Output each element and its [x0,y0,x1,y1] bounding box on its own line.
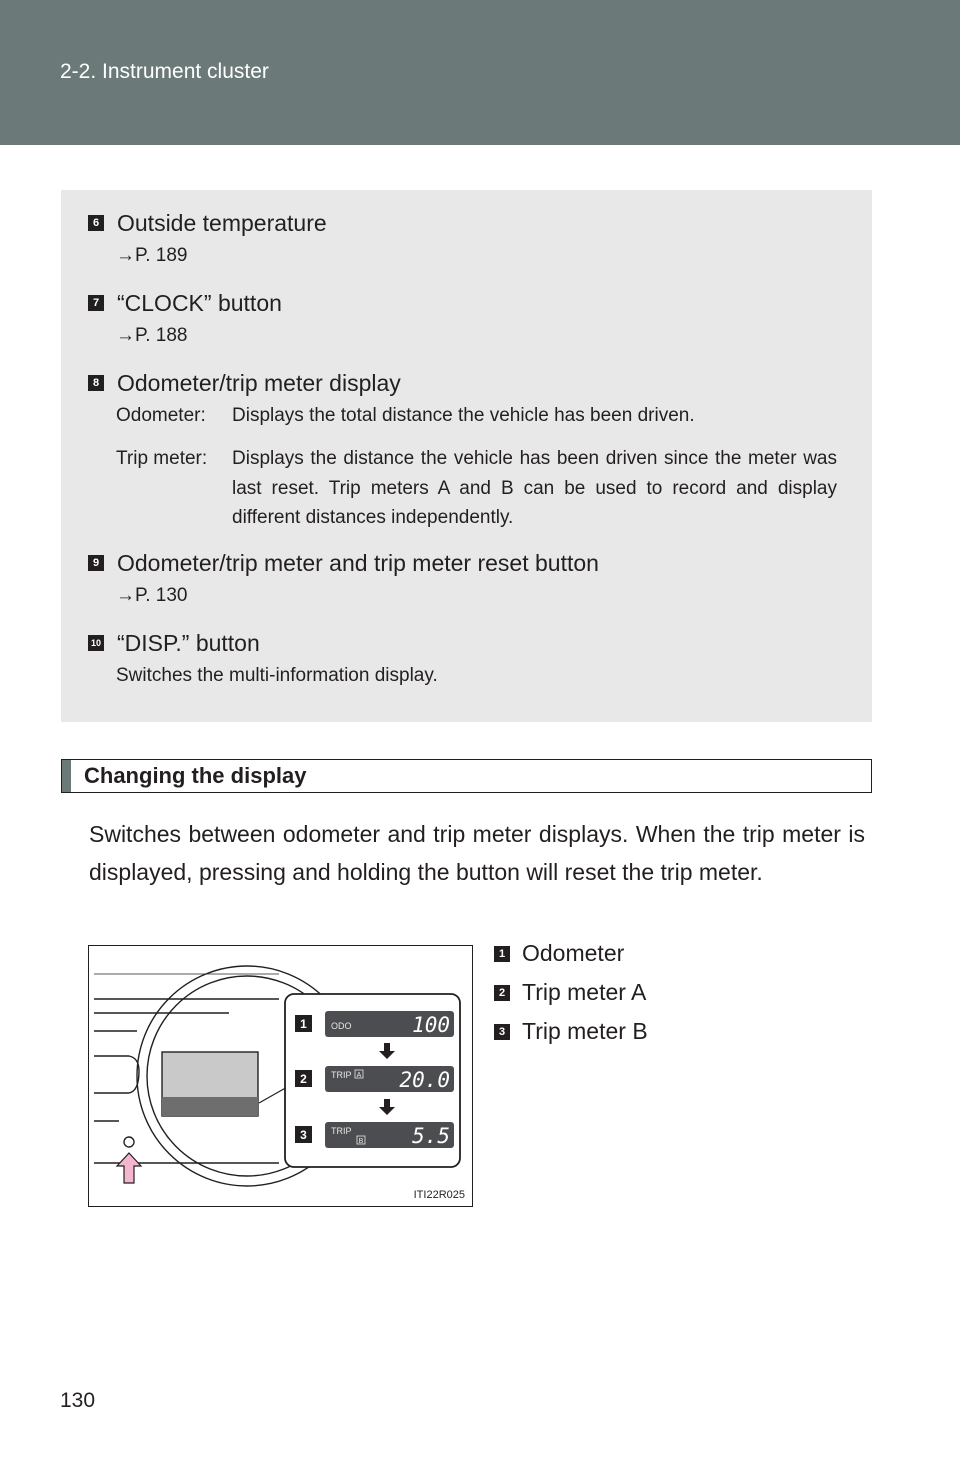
item-title: “CLOCK” button [117,290,282,316]
page-number: 130 [60,1389,96,1412]
item-number: 7 [88,295,104,311]
instrument-cluster-figure [88,945,473,1207]
definition-term: Trip meter: [116,448,208,469]
display-label: ODO [331,1021,352,1031]
display-badge: A [356,1072,362,1079]
item-title: Odometer/trip meter display [117,370,401,396]
item-title: Outside temperature [117,210,327,236]
items-box [61,190,872,722]
heading-text: Changing the display [84,763,307,788]
definition-text: Displays the distance the vehicle has been driven since the meter was last reset. Trip meters A and B can be used to record and display different distances independently. [232,448,837,528]
page-reference: →P. 188 [116,325,188,346]
legend-label: Trip meter A [522,979,647,1005]
definition-text: Displays the total distance the vehicle has been driven. [232,405,695,426]
item-description: Switches the multi-information display. [116,665,438,686]
legend-number: 3 [494,1024,510,1040]
item-title: Odometer/trip meter and trip meter reset button [117,550,599,576]
figure-code: ITI22R025 [413,1189,465,1201]
item-number: 9 [88,555,104,571]
item-title: “DISP.” button [117,630,260,656]
legend-number: 1 [494,946,510,962]
page-reference: →P. 189 [116,245,188,266]
display-badge: B [358,1138,364,1145]
item-number: 6 [88,215,104,231]
reset-button-knob [124,1137,134,1147]
cluster-illustration [89,946,473,1207]
display-number: 3 [300,1128,307,1142]
page-reference: →P. 130 [116,585,188,606]
heading-stripe [62,760,71,792]
body-paragraph: Switches between odometer and trip meter displays. When the trip meter is displayed, pressing and holding the button will reset the trip meter. [89,821,865,885]
lcd-screen-band [162,1097,258,1116]
definition-trip-meter [116,444,856,534]
pointer-arrow-icon [117,1153,141,1183]
display-value: 100 [412,1013,450,1037]
definition-term: Odometer: [116,405,206,426]
section-title: 2-2. Instrument cluster [60,60,269,83]
legend-number: 2 [494,985,510,1001]
display-label: TRIP [331,1126,352,1136]
display-value: 20.0 [399,1068,450,1092]
definition-odometer [116,401,856,431]
item-number: 8 [88,375,104,391]
display-number: 1 [300,1017,307,1031]
display-label: TRIP [331,1070,352,1080]
page-header [0,0,960,145]
section-heading [61,759,872,793]
display-number: 2 [300,1072,307,1086]
item-number: 10 [88,635,104,651]
legend-label: Trip meter B [522,1018,648,1044]
display-value: 5.5 [412,1124,450,1148]
legend-label: Odometer [522,940,625,966]
